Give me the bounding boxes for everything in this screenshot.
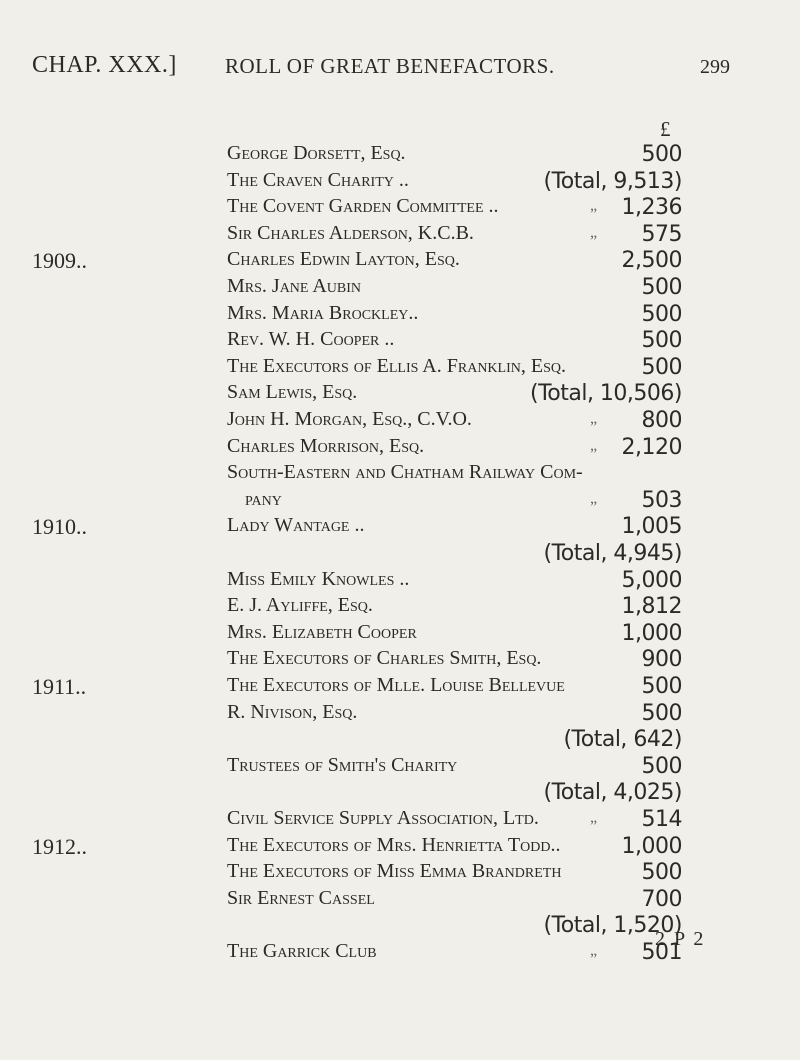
ditto-mark: „ (590, 942, 598, 959)
amount-value: (Total, 4,025) (543, 780, 682, 806)
list-item (0, 355, 800, 383)
list-item (0, 887, 800, 915)
benefactor-name: The Covent Garden Committee .. (227, 195, 499, 218)
benefactor-name: Sir Ernest Cassel (227, 886, 375, 909)
amount-value: 500 (641, 301, 682, 327)
list-item (0, 488, 800, 516)
benefactor-name: The Executors of Ellis A. Franklin, Esq. (227, 354, 566, 377)
amount-value: 500 (641, 275, 682, 300)
amount-value: 1,005 (621, 514, 682, 540)
amount-value: (Total, 10,506) (529, 381, 682, 407)
ditto-mark: „ (590, 197, 598, 215)
year-label: 1912.. (32, 833, 87, 859)
list-item (0, 408, 800, 436)
list-item (0, 834, 800, 862)
amount-value: 1,236 (621, 195, 682, 221)
amount-value: 500 (641, 674, 682, 699)
benefactor-name: Rev. W. H. Cooper .. (227, 328, 395, 351)
list-item (0, 674, 800, 702)
page-number: 299 (700, 56, 730, 78)
currency-symbol: £ (660, 117, 671, 141)
year-label: 1909.. (32, 248, 87, 274)
amount-value: 5,000 (621, 567, 682, 593)
list-item (0, 621, 800, 649)
benefactor-name: Miss Emily Knowles .. (227, 567, 410, 590)
list-item (0, 541, 800, 569)
list-item (0, 302, 800, 330)
amount-value: (Total, 9,513) (543, 168, 682, 194)
list-item (0, 461, 800, 489)
year-label: 1910.. (32, 514, 87, 540)
amount-value: 500 (641, 354, 682, 380)
list-item (0, 807, 800, 835)
benefactor-name: George Dorsett, Esq. (227, 142, 406, 164)
amount-value: 501 (641, 940, 682, 965)
amount-value: 514 (641, 807, 682, 832)
amount-value: 800 (641, 408, 682, 433)
amount-value: 500 (641, 328, 682, 354)
list-item (0, 594, 800, 622)
ditto-mark: „ (590, 489, 598, 507)
year-label: 1911.. (32, 674, 87, 699)
benefactor-name: E. J. Ayliffe, Esq. (227, 594, 373, 617)
list-item (0, 142, 800, 170)
list-item (0, 435, 800, 463)
benefactor-name: pany (245, 487, 282, 510)
amount-value: 500 (641, 753, 682, 779)
list-item (0, 169, 800, 197)
benefactor-name: Sam Lewis, Esq. (227, 381, 358, 404)
benefactor-name: The Garrick Club (227, 940, 377, 962)
amount-value: 2,120 (621, 434, 682, 460)
ditto-mark: „ (590, 809, 598, 826)
benefactor-name: Civil Service Supply Association, Ltd. (227, 807, 539, 829)
list-item (0, 727, 800, 755)
benefactor-name: Sir Charles Alderson, K.C.B. (227, 221, 474, 244)
amount-value: 500 (641, 860, 682, 886)
benefactor-name: Mrs. Elizabeth Cooper (227, 620, 417, 643)
amount-value: 900 (641, 647, 682, 673)
page-title: ROLL OF GREAT BENEFACTORS. (225, 54, 555, 78)
amount-value: 503 (641, 487, 682, 513)
benefactor-name: South-Eastern and Chatham Railway Com- (227, 461, 583, 484)
benefactor-name: The Executors of Miss Emma Brandreth (227, 860, 562, 883)
benefactor-name: The Craven Charity .. (227, 168, 409, 191)
list-item (0, 514, 800, 542)
chapter-heading: CHAP. XXX.] (32, 52, 177, 78)
benefactor-name: R. Nivison, Esq. (227, 700, 358, 723)
ditto-mark: „ (590, 223, 598, 241)
list-item (0, 701, 800, 729)
amount-value: 500 (641, 700, 682, 726)
list-item (0, 195, 800, 223)
list-item (0, 328, 800, 356)
list-item (0, 568, 800, 596)
benefactor-name: The Executors of Mrs. Henrietta Todd.. (227, 833, 561, 856)
amount-value: 500 (641, 142, 682, 167)
benefactor-name: John H. Morgan, Esq., C.V.O. (227, 408, 472, 430)
amount-value: 2,500 (621, 248, 682, 274)
amount-value: 575 (641, 221, 682, 247)
benefactor-name: Charles Morrison, Esq. (227, 434, 425, 457)
amount-value: (Total, 4,945) (543, 541, 682, 566)
amount-value: 1,812 (621, 594, 682, 620)
list-item (0, 647, 800, 675)
list-item (0, 275, 800, 303)
list-item (0, 222, 800, 250)
benefactor-name: The Executors of Mlle. Louise Bellevue (227, 674, 565, 696)
ditto-mark: „ (590, 436, 598, 454)
benefactor-name: Mrs. Maria Brockley.. (227, 301, 419, 324)
benefactor-name: Charles Edwin Layton, Esq. (227, 248, 460, 271)
amount-value: (Total, 1,520) (543, 913, 682, 939)
list-item (0, 754, 800, 782)
amount-value: 1,000 (621, 833, 682, 859)
list-item (0, 860, 800, 888)
amount-value: (Total, 642) (563, 727, 682, 753)
benefactor-name: Trustees of Smith's Charity (227, 753, 458, 776)
benefactor-name: Lady Wantage .. (227, 514, 365, 537)
list-item (0, 248, 800, 276)
benefactor-name: Mrs. Jane Aubin (227, 275, 362, 297)
running-head (0, 52, 800, 82)
signature-mark: 2 P 2 (655, 928, 706, 950)
amount-value: 700 (641, 886, 682, 912)
benefactor-name: The Executors of Charles Smith, Esq. (227, 647, 542, 670)
list-item (0, 381, 800, 409)
list-item (0, 780, 800, 808)
ditto-mark: „ (590, 410, 598, 427)
amount-value: 1,000 (621, 620, 682, 646)
